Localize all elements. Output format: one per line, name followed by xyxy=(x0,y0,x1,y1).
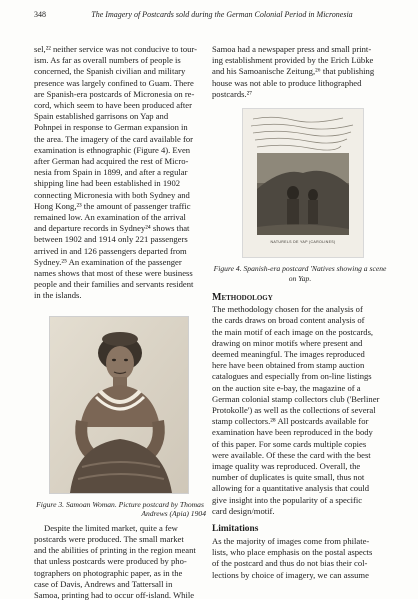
methodology-heading: Methodology xyxy=(212,292,273,304)
limitations-paragraph xyxy=(212,536,388,581)
caption-line: Andrews (Apia) 1904 xyxy=(141,509,206,519)
yap-scene-illustration xyxy=(243,109,363,257)
text-line: after German had acquired the rest of Micro- xyxy=(34,156,189,167)
left-paragraph-1 xyxy=(34,44,206,302)
text-line: number of duplicates is quite small, thus not xyxy=(212,472,365,483)
text-line: As the majority of images come from philate- xyxy=(212,536,370,547)
running-header xyxy=(34,10,388,22)
text-line: shipping line had been established in 1902 xyxy=(34,178,181,189)
text-line: lections by choice of imagery, we can assume xyxy=(212,569,369,580)
text-line: and departure records in Sydney²⁴ shows that xyxy=(34,223,190,234)
text-line: the main motif of each image on the postcards, xyxy=(212,326,374,337)
left-paragraph-2 xyxy=(34,523,206,601)
text-line: the cards draws on broad content analysis of xyxy=(212,315,365,326)
left-column xyxy=(34,44,206,601)
figure-3-caption xyxy=(34,500,206,519)
text-line: ing establishment provided by the Erich Lübke xyxy=(212,55,374,66)
text-line: of this paper. For some cards multiple copies xyxy=(212,438,367,449)
text-line: examination is ethnographic (Figure 4). Even xyxy=(34,144,191,155)
text-line: card design/motif. xyxy=(212,505,275,516)
text-line: Samoa had a newspaper press and small print- xyxy=(212,44,372,54)
text-line: Despite the limited market, quite a few xyxy=(44,522,178,533)
text-line: Hong Kong,²³ the amount of passenger traffic xyxy=(34,200,191,211)
text-line: ism. As far as overall numbers of people is xyxy=(34,55,181,66)
text-line: case of Davis, Andrews and Tattersall in xyxy=(34,578,173,589)
text-line: catalogues and especially from on-line listings xyxy=(212,371,372,382)
methodology-paragraph xyxy=(212,304,388,517)
text-line: lists, who place emphasis on the postal aspects xyxy=(212,547,373,558)
figure-4-caption xyxy=(212,264,388,283)
text-line: on the auction site e-bay, the magazine of a xyxy=(212,382,361,393)
text-line: German colonial stamp collectors club ('Berliner xyxy=(212,393,380,404)
text-line: are Spanish-era postcards of Micronesia on re- xyxy=(34,88,195,99)
text-line: Spain established garrisons on Yap and xyxy=(34,111,169,122)
text-line: Protokolle') as well as the collections of several xyxy=(212,405,376,416)
figure-3-samoan-woman-photo xyxy=(49,316,189,494)
text-line: presence was largely confined to Guam. There xyxy=(34,77,194,88)
postcard-printed-label: NATURELS DE YAP (CAROLINES) xyxy=(270,240,336,245)
text-line: cord, which seem to have been produced after xyxy=(34,100,192,111)
text-line: nesia from Spain in 1899, and after a regular xyxy=(34,167,188,178)
right-paragraph-1 xyxy=(212,44,388,100)
text-line: allowing for a quantitative analysis that could xyxy=(212,483,370,494)
samoan-woman-illustration xyxy=(50,317,188,493)
text-line: the area. The imagery of the card available for xyxy=(34,133,193,144)
right-column xyxy=(212,44,388,581)
text-line: arrived in and 126 passengers departed from xyxy=(34,245,187,256)
text-line: and his Samoanische Zeitung,²⁶ that publishing xyxy=(212,66,375,77)
text-line: Samoa, printing had to occur off-island. While xyxy=(34,590,195,601)
text-line: that unless postcards were produced by pho- xyxy=(34,556,187,567)
text-line: people and their families and servants resident xyxy=(34,279,194,290)
text-line: of the postcard and thus do not bias their col- xyxy=(212,558,368,569)
text-line: names shows that most of these were business xyxy=(34,268,193,279)
text-line: remained low. An examination of the arrival xyxy=(34,212,186,223)
text-line: drawing on minor motifs where present and xyxy=(212,337,363,348)
text-line: house was not able to produce lithographed xyxy=(212,77,362,88)
text-line: image quality was reproduced. Overall, the xyxy=(212,461,361,472)
text-line: here have been obtained from stamp auction xyxy=(212,360,365,371)
text-line: The methodology chosen for the analysis of xyxy=(212,304,363,315)
text-line: concerned, the Spanish civilian and military xyxy=(34,66,186,77)
text-line: in the islands. xyxy=(34,290,82,301)
text-line: connecting Micronesia with both Sydney and xyxy=(34,189,190,200)
caption-line: Figure 4. Spanish-era postcard 'Natives showing a scene xyxy=(213,264,387,274)
limitations-heading: Limitations xyxy=(212,524,259,535)
text-line: sel,²² neither service was not conducive to tour- xyxy=(34,44,197,54)
figure-4-yap-postcard xyxy=(242,108,364,258)
text-line: stamp collectors.²⁸ All postcards available for xyxy=(212,416,369,427)
running-title: The Imagery of Postcards sold during the German Colonial Period in Micronesia xyxy=(91,10,353,19)
caption-line: Figure 3. Samoan Woman. Picture postcard by Thomas xyxy=(36,499,204,509)
text-line: and the abilities of printing in the region meant xyxy=(34,545,196,556)
text-line: deemed meaningful. The images reproduced xyxy=(212,349,365,360)
text-line: were available. Of these the card with the best xyxy=(212,449,371,460)
text-line: give insight into the popularity of a specific xyxy=(212,494,363,505)
text-line: Sydney.²⁵ An examination of the passenger xyxy=(34,256,182,267)
page-number: 348 xyxy=(34,10,46,19)
caption-line: on Yap. xyxy=(288,273,312,283)
text-line: postcards were produced. The small market xyxy=(34,534,184,545)
text-line: Pohnpei in response to German expansion in xyxy=(34,122,188,133)
text-line: tographers on photographic paper, as in the xyxy=(34,567,183,578)
text-line: between 1902 and 1914 only 221 passengers xyxy=(34,234,188,245)
text-line: postcards.²⁷ xyxy=(212,88,253,99)
text-line: examination have been reproduced in the body xyxy=(212,427,373,438)
